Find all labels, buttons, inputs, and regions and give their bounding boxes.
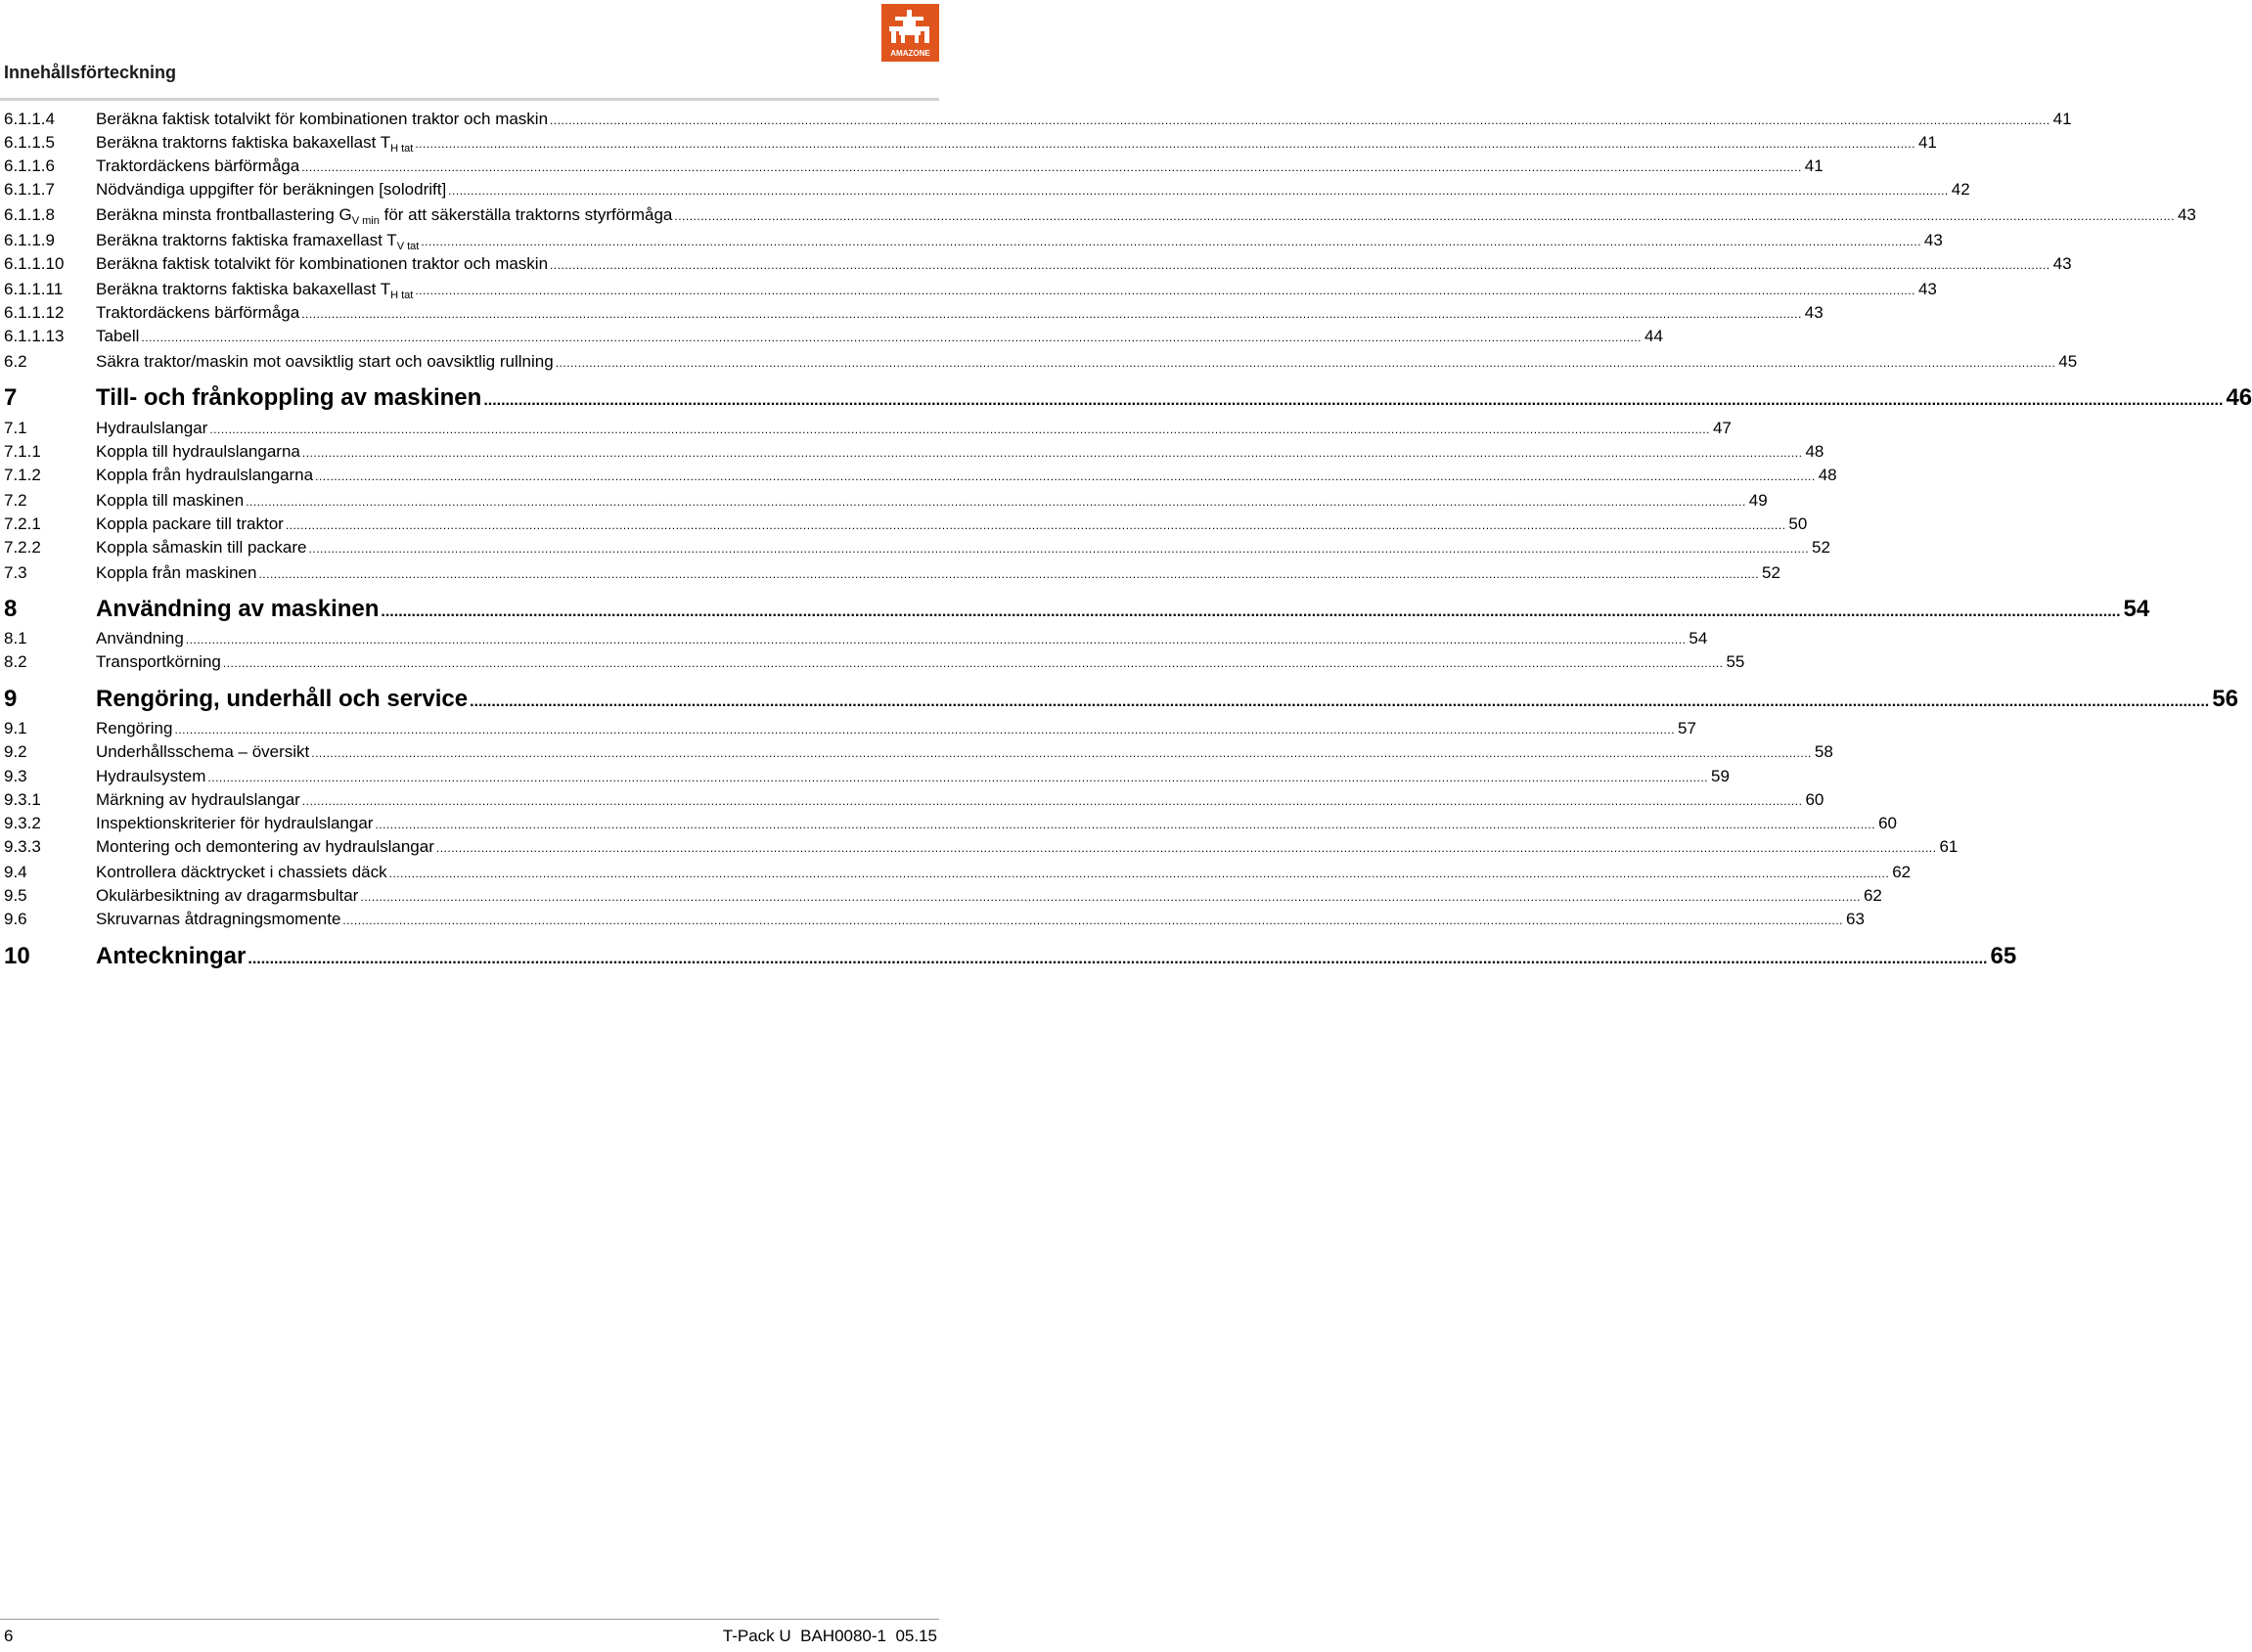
toc-entry-title bbox=[96, 254, 548, 274]
page-title: Innehållsförteckning bbox=[4, 63, 177, 82]
toc-entry-number: 6.1.1.8 bbox=[4, 205, 55, 224]
toc-entry-number: 9.3 bbox=[4, 767, 27, 785]
toc-entry-number: 10 bbox=[4, 943, 30, 969]
toc-entry-title-text: Rengöring, underhåll och service bbox=[96, 686, 469, 712]
toc-chapter-entry[interactable] bbox=[4, 943, 2017, 970]
toc-entry-title bbox=[96, 652, 221, 672]
toc-entry-title bbox=[96, 742, 309, 762]
toc-entry-page: 61 bbox=[1939, 837, 1959, 856]
toc-entry[interactable] bbox=[4, 814, 1897, 833]
toc-entry-number: 9 bbox=[4, 686, 18, 712]
toc-entry[interactable] bbox=[4, 466, 1837, 485]
toc-entry-number: 7.1 bbox=[4, 419, 27, 437]
toc-entry-title bbox=[96, 596, 379, 623]
toc-dot-leader: ................................................................................................................................................................................................................................................................................................................................................................................................................ bbox=[209, 423, 1710, 436]
toc-entry-title bbox=[96, 790, 300, 810]
toc-entry[interactable] bbox=[4, 205, 2196, 227]
toc-entry-page: 62 bbox=[1863, 886, 1882, 905]
toc-entry-number: 8.2 bbox=[4, 652, 27, 671]
toc-entry-page: 41 bbox=[1804, 156, 1824, 175]
toc-dot-leader: ................................................................................................................................................................................................................................................................................................................................................................................................................ bbox=[258, 567, 1760, 581]
toc-entry-page: 50 bbox=[1788, 514, 1808, 533]
toc-entry-title bbox=[96, 491, 244, 511]
toc-entry[interactable] bbox=[4, 110, 2072, 129]
toc-dot-leader: ................................................................................................................................................................................................................................................................................................................................................................................................................ bbox=[550, 258, 2050, 272]
toc-entry[interactable] bbox=[4, 886, 1882, 906]
toc-entry[interactable] bbox=[4, 863, 1912, 882]
toc-entry-title bbox=[96, 767, 205, 786]
toc-entry-title bbox=[96, 442, 300, 462]
toc-entry-number: 7.1.1 bbox=[4, 442, 41, 461]
toc-entry-title-text: Nödvändiga uppgifter för beräkningen [solodrift] bbox=[96, 180, 447, 199]
toc-entry-number: 7.2.2 bbox=[4, 538, 41, 557]
toc-entry-number: 8.1 bbox=[4, 629, 27, 647]
toc-dot-leader: ................................................................................................................................................................................................................................................................................................................................................................................................................ bbox=[301, 160, 1802, 174]
toc-entry-number: 6.1.1.5 bbox=[4, 133, 55, 152]
toc-dot-leader: ................................................................................................................................................................................................................................................................................................................................................................................................................ bbox=[470, 693, 2210, 710]
toc-dot-leader: ................................................................................................................................................................................................................................................................................................................................................................................................................ bbox=[674, 209, 2175, 223]
toc-dot-leader: ................................................................................................................................................................................................................................................................................................................................................................................................................ bbox=[483, 392, 2224, 409]
toc-entry-title bbox=[96, 466, 313, 485]
toc-entry-title-text: Anteckningar bbox=[96, 943, 247, 969]
toc-entry-number: 6.1.1.12 bbox=[4, 303, 65, 322]
toc-entry[interactable] bbox=[4, 910, 1865, 929]
toc-entry-title bbox=[96, 384, 481, 412]
toc-entry-title bbox=[96, 419, 207, 438]
toc-entry-number: 7 bbox=[4, 384, 18, 411]
toc-chapter-entry[interactable] bbox=[4, 686, 2238, 713]
toc-entry-page: 43 bbox=[2052, 254, 2072, 273]
toc-entry-number: 9.1 bbox=[4, 719, 27, 737]
toc-entry-title bbox=[96, 538, 306, 558]
toc-entry-title-text: Koppla packare till traktor bbox=[96, 514, 284, 533]
toc-entry-number: 9.5 bbox=[4, 886, 27, 905]
toc-entry[interactable] bbox=[4, 180, 1970, 200]
toc-entry-title-text: Underhållsschema – översikt bbox=[96, 742, 310, 761]
toc-entry[interactable] bbox=[4, 563, 1780, 583]
toc-entry-page: 43 bbox=[2177, 205, 2196, 224]
toc-entry-page: 41 bbox=[2052, 110, 2072, 128]
toc-entry[interactable] bbox=[4, 419, 1732, 438]
toc-entry-title bbox=[96, 133, 413, 153]
toc-entry-page: 55 bbox=[1726, 652, 1745, 671]
toc-entry-title-text: Beräkna faktisk totalvikt för kombinationen traktor och maskin bbox=[96, 254, 549, 273]
toc-entry[interactable] bbox=[4, 491, 1768, 511]
toc-entry-title bbox=[96, 863, 387, 882]
toc-entry-title bbox=[96, 231, 419, 250]
toc-entry-number: 7.2 bbox=[4, 491, 27, 510]
toc-entry-title-text: Koppla från maskinen bbox=[96, 563, 257, 582]
toc-entry-page: 47 bbox=[1712, 419, 1732, 437]
toc-dot-leader: ................................................................................................................................................................................................................................................................................................................................................................................................................ bbox=[141, 331, 1643, 344]
toc-entry-title bbox=[96, 156, 299, 176]
toc-chapter-entry[interactable] bbox=[4, 384, 2252, 412]
toc-entry-title-text: Skruvarnas åtdragningsmomente bbox=[96, 910, 341, 928]
toc-entry-number: 6.1.1.6 bbox=[4, 156, 55, 175]
toc-entry-title-text: Till- och frånkoppling av maskinen bbox=[96, 384, 482, 411]
toc-dot-leader: ................................................................................................................................................................................................................................................................................................................................................................................................................ bbox=[415, 137, 1915, 151]
toc-entry-title bbox=[96, 719, 172, 738]
toc-entry-title-text: Okulärbesiktning av dragarmsbultar bbox=[96, 886, 359, 905]
toc-entry-page: 59 bbox=[1711, 767, 1730, 785]
toc-entry-title-text: Beräkna minsta frontballastering G bbox=[96, 205, 352, 224]
logo-text: AMAZONE bbox=[890, 49, 930, 58]
toc-entry-title-text: Tabell bbox=[96, 327, 140, 345]
toc-entry-title bbox=[96, 837, 434, 857]
toc-dot-leader: ................................................................................................................................................................................................................................................................................................................................................................................................................ bbox=[308, 542, 1810, 556]
toc-entry-page: 48 bbox=[1818, 466, 1837, 484]
toc-entry-number: 9.6 bbox=[4, 910, 27, 928]
toc-entry-number: 6.1.1.13 bbox=[4, 327, 65, 345]
toc-dot-leader: ................................................................................................................................................................................................................................................................................................................................................................................................................ bbox=[342, 914, 1844, 927]
toc-entry-title-text: Kontrollera däcktrycket i chassiets däck bbox=[96, 863, 387, 881]
toc-entry-page: 54 bbox=[1689, 629, 1708, 647]
toc-entry-page: 56 bbox=[2212, 686, 2238, 712]
toc-entry-subscript: H tat bbox=[390, 143, 414, 155]
toc-entry-title bbox=[96, 303, 299, 323]
toc-entry-number: 9.3.3 bbox=[4, 837, 41, 856]
toc-entry-title-text: Beräkna faktisk totalvikt för kombinationen traktor och maskin bbox=[96, 110, 549, 128]
footer-page-number: 6 bbox=[4, 1627, 14, 1645]
toc-dot-leader: ................................................................................................................................................................................................................................................................................................................................................................................................................ bbox=[222, 656, 1724, 670]
toc-entry-page: 54 bbox=[2123, 596, 2150, 622]
toc-dot-leader: ................................................................................................................................................................................................................................................................................................................................................................................................................ bbox=[375, 818, 1876, 831]
toc-entry-page: 60 bbox=[1805, 790, 1824, 809]
toc-entry-title bbox=[96, 280, 413, 299]
toc-dot-leader: ................................................................................................................................................................................................................................................................................................................................................................................................................ bbox=[381, 603, 2121, 620]
toc-dot-leader: ................................................................................................................................................................................................................................................................................................................................................................................................................ bbox=[248, 951, 1988, 967]
footer-divider bbox=[0, 1619, 939, 1620]
toc-entry-page: 49 bbox=[1748, 491, 1768, 510]
toc-entry[interactable] bbox=[4, 352, 2078, 372]
toc-entry-title bbox=[96, 180, 446, 200]
toc-entry-title bbox=[96, 110, 548, 129]
toc-dot-leader: ................................................................................................................................................................................................................................................................................................................................................................................................................ bbox=[388, 867, 1890, 880]
toc-entry-subscript: H tat bbox=[390, 290, 414, 301]
toc-entry-title bbox=[96, 563, 256, 583]
toc-dot-leader: ................................................................................................................................................................................................................................................................................................................................................................................................................ bbox=[448, 184, 1949, 198]
toc-entry-title-text: Beräkna traktorns faktiska bakaxellast T bbox=[96, 280, 391, 298]
toc-entry-page: 46 bbox=[2226, 384, 2252, 411]
toc-entry[interactable] bbox=[4, 280, 1937, 301]
toc-entry-title bbox=[96, 886, 358, 906]
toc-entry[interactable] bbox=[4, 652, 1745, 672]
toc-entry-page: 60 bbox=[1878, 814, 1897, 832]
toc-entry[interactable] bbox=[4, 133, 1937, 155]
toc-entry[interactable] bbox=[4, 538, 1830, 558]
toc-entry-number: 6.1.1.9 bbox=[4, 231, 55, 249]
toc-dot-leader: ................................................................................................................................................................................................................................................................................................................................................................................................................ bbox=[550, 113, 2050, 127]
toc-entry-number: 9.2 bbox=[4, 742, 27, 761]
toc-entry[interactable] bbox=[4, 442, 1824, 462]
toc-entry-title bbox=[96, 943, 246, 970]
toc-entry-title-continuation: för att säkerställa traktorns styrförmåga bbox=[379, 205, 673, 224]
toc-entry-number: 7.3 bbox=[4, 563, 27, 582]
toc-entry-page: 44 bbox=[1644, 327, 1663, 345]
toc-entry[interactable] bbox=[4, 303, 1824, 323]
toc-entry-title bbox=[96, 910, 340, 929]
toc-entry-page: 43 bbox=[1917, 280, 1937, 298]
toc-entry-page: 52 bbox=[1762, 563, 1780, 582]
toc-entry-title-text: Hydraulslangar bbox=[96, 419, 208, 437]
toc-entry-title-text: Hydraulsystem bbox=[96, 767, 206, 785]
toc-entry-title-text: Koppla såmaskin till packare bbox=[96, 538, 307, 557]
toc-dot-leader: ................................................................................................................................................................................................................................................................................................................................................................................................................ bbox=[285, 518, 1786, 532]
toc-entry-page: 41 bbox=[1917, 133, 1937, 152]
toc-dot-leader: ................................................................................................................................................................................................................................................................................................................................................................................................................ bbox=[207, 771, 1709, 784]
toc-entry-title bbox=[96, 352, 554, 372]
toc-entry-title-text: Inspektionskriterier för hydraulslangar bbox=[96, 814, 374, 832]
toc-entry-title bbox=[96, 814, 373, 833]
toc-entry-page: 62 bbox=[1892, 863, 1912, 881]
toc-entry-page: 58 bbox=[1814, 742, 1833, 761]
toc-entry-title-text: Säkra traktor/maskin mot oavsiktlig start och oavsiktlig rullning bbox=[96, 352, 554, 371]
toc-entry-title bbox=[96, 686, 468, 713]
amazone-logo-icon bbox=[881, 4, 939, 62]
toc-entry-title-text: Rengöring bbox=[96, 719, 173, 737]
toc-entry[interactable] bbox=[4, 837, 1959, 857]
toc-entry-number: 9.3.1 bbox=[4, 790, 41, 809]
toc-entry-page: 43 bbox=[1804, 303, 1824, 322]
footer-document-id: T-Pack U BAH0080-1 05.15 bbox=[722, 1627, 937, 1645]
toc-entry-number: 6.1.1.4 bbox=[4, 110, 55, 128]
toc-dot-leader: ................................................................................................................................................................................................................................................................................................................................................................................................................ bbox=[421, 235, 1921, 248]
toc-entry[interactable] bbox=[4, 254, 2072, 274]
toc-entry[interactable] bbox=[4, 514, 1808, 534]
toc-dot-leader: ................................................................................................................................................................................................................................................................................................................................................................................................................ bbox=[415, 284, 1915, 297]
toc-entry-number: 6.1.1.11 bbox=[4, 280, 64, 298]
toc-entry-page: 45 bbox=[2058, 352, 2078, 371]
toc-entry-title-text: Beräkna traktorns faktiska framaxellast T bbox=[96, 231, 397, 249]
toc-entry-number: 6.1.1.7 bbox=[4, 180, 55, 199]
toc-entry-number: 6.1.1.10 bbox=[4, 254, 65, 273]
toc-entry-number: 9.4 bbox=[4, 863, 27, 881]
toc-dot-leader: ................................................................................................................................................................................................................................................................................................................................................................................................................ bbox=[555, 356, 2056, 370]
toc-entry[interactable] bbox=[4, 719, 1696, 738]
toc-entry[interactable] bbox=[4, 327, 1663, 346]
toc-entry-title bbox=[96, 327, 139, 346]
toc-entry-title-text: Koppla till maskinen bbox=[96, 491, 245, 510]
toc-entry-number: 6.2 bbox=[4, 352, 27, 371]
toc-dot-leader: ................................................................................................................................................................................................................................................................................................................................................................................................................ bbox=[185, 633, 1687, 647]
toc-entry-title-text: Beräkna traktorns faktiska bakaxellast T bbox=[96, 133, 391, 152]
toc-entry-page: 63 bbox=[1846, 910, 1865, 928]
toc-entry-title-text: Traktordäckens bärförmåga bbox=[96, 156, 300, 175]
toc-entry-subscript: V tat bbox=[396, 241, 420, 252]
toc-entry-number: 9.3.2 bbox=[4, 814, 41, 832]
toc-dot-leader: ................................................................................................................................................................................................................................................................................................................................................................................................................ bbox=[311, 746, 1812, 760]
toc-entry-title-text: Användning bbox=[96, 629, 184, 647]
toc-entry-number: 7.1.2 bbox=[4, 466, 41, 484]
toc-entry-number: 7.2.1 bbox=[4, 514, 41, 533]
toc-dot-leader: ................................................................................................................................................................................................................................................................................................................................................................................................................ bbox=[174, 723, 1676, 737]
toc-entry-title-text: Koppla till hydraulslangarna bbox=[96, 442, 300, 461]
toc-chapter-entry[interactable] bbox=[4, 596, 2150, 623]
toc-entry-page: 43 bbox=[1923, 231, 1943, 249]
toc-entry[interactable] bbox=[4, 742, 1833, 762]
toc-entry-title bbox=[96, 205, 672, 225]
toc-entry-title-text: Traktordäckens bärförmåga bbox=[96, 303, 300, 322]
toc-entry[interactable] bbox=[4, 156, 1824, 176]
toc-entry-page: 65 bbox=[1990, 943, 2017, 969]
toc-dot-leader: ................................................................................................................................................................................................................................................................................................................................................................................................................ bbox=[301, 307, 1802, 321]
toc-entry[interactable] bbox=[4, 790, 1824, 810]
toc-dot-leader: ................................................................................................................................................................................................................................................................................................................................................................................................................ bbox=[315, 469, 1816, 483]
toc-entry-title-text: Märkning av hydraulslangar bbox=[96, 790, 300, 809]
toc-entry[interactable] bbox=[4, 231, 1943, 252]
toc-entry-title-text: Montering och demontering av hydraulslangar bbox=[96, 837, 434, 856]
toc-dot-leader: ................................................................................................................................................................................................................................................................................................................................................................................................................ bbox=[435, 841, 1937, 855]
toc-entry-page: 57 bbox=[1678, 719, 1696, 737]
toc-entry[interactable] bbox=[4, 629, 1708, 648]
toc-dot-leader: ................................................................................................................................................................................................................................................................................................................................................................................................................ bbox=[360, 890, 1861, 904]
toc-entry-title-text: Koppla från hydraulslangarna bbox=[96, 466, 314, 484]
toc-dot-leader: ................................................................................................................................................................................................................................................................................................................................................................................................................ bbox=[246, 495, 1746, 509]
toc-entry-page: 48 bbox=[1805, 442, 1824, 461]
toc-dot-leader: ................................................................................................................................................................................................................................................................................................................................................................................................................ bbox=[301, 446, 1803, 460]
toc-entry-title bbox=[96, 629, 184, 648]
toc-entry[interactable] bbox=[4, 767, 1730, 786]
toc-entry-title-text: Transportkörning bbox=[96, 652, 221, 671]
toc-entry-title-text: Användning av maskinen bbox=[96, 596, 380, 622]
toc-entry-number: 8 bbox=[4, 596, 18, 622]
toc-entry-page: 42 bbox=[1951, 180, 1970, 199]
toc-entry-page: 52 bbox=[1812, 538, 1830, 557]
toc-entry-subscript: V min bbox=[351, 215, 380, 227]
header-divider bbox=[0, 98, 939, 101]
toc-entry-title bbox=[96, 514, 284, 534]
toc-dot-leader: ................................................................................................................................................................................................................................................................................................................................................................................................................ bbox=[301, 794, 1803, 808]
